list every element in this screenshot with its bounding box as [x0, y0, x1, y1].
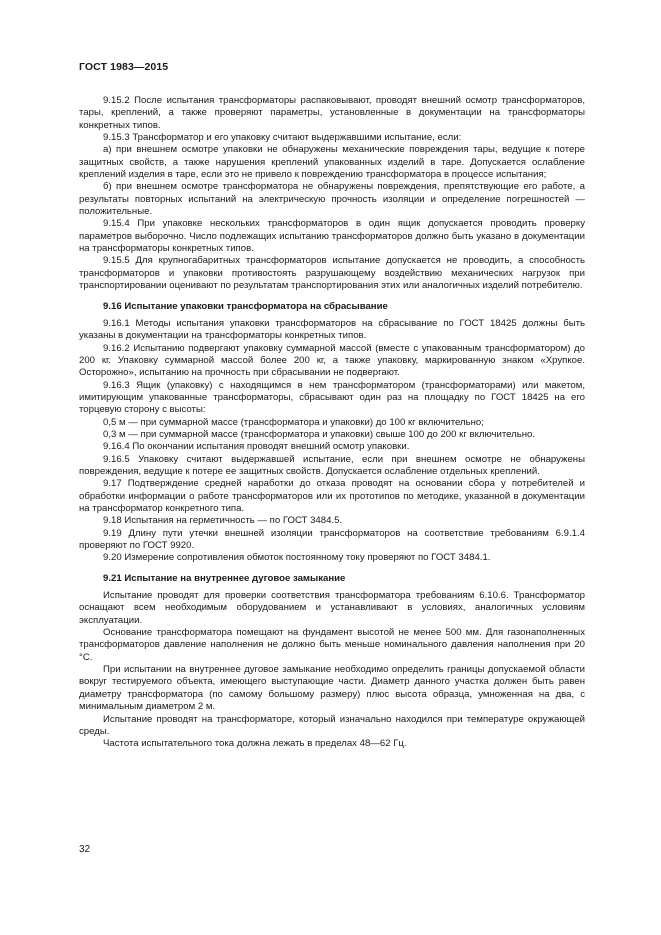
paragraph-9-17: 9.17 Подтверждение средней наработки до отказа проводят на основании сбора у потребителей и обработки информации о работе трансформаторов или их прототипов по методике, указанной в документации на трансформатор конкретного типа.: [79, 478, 585, 514]
list-item-height-0-5: 0,5 м — при суммарной массе (трансформатора и упаковки) до 100 кг включительно;: [103, 416, 484, 428]
paragraph-9-20: 9.20 Измерение сопротивления обмоток постоянному току проверяют по ГОСТ 3484.1.: [103, 552, 491, 564]
section-heading-9-21: 9.21 Испытание на внутреннее дуговое замыкание: [103, 572, 346, 584]
paragraph-9-21-c: При испытании на внутреннее дуговое замыкание необходимо определить границы допускаемой области вокруг тестируемого объекта, имеющего выступающие части. Диаметр данного участка должен быть равен диаметру трансформатора (по самому большому размеру) плюс высота образца, умноженная на два, с минимальным диаметром 2 м.: [79, 664, 585, 713]
paragraph-9-16-3: 9.16.3 Ящик (упаковку) с находящимся в нем трансформатором (трансформаторами) или макетом, имитирующим упакованные трансформаторы, сбрасывают один раз на площадку по ГОСТ 18425 на его торцевую сторону с высоты:: [79, 379, 585, 416]
paragraph-9-19: 9.19 Длину пути утечки внешней изоляции трансформаторов на соответствие требованиям 6.9.1.4 проверяют по ГОСТ 9920.: [79, 527, 585, 552]
paragraph-9-16-1: 9.16.1 Методы испытания упаковки трансформаторов на сбрасывание по ГОСТ 18425 должны быть указаны в документации на трансформаторы конкретных типов.: [79, 317, 585, 342]
document-header: ГОСТ 1983—2015: [79, 61, 169, 73]
paragraph-9-21-e: Частота испытательного тока должна лежать в пределах 48—62 Гц.: [103, 738, 407, 750]
paragraph-9-15-4: 9.15.4 При упаковке нескольких трансформаторов в один ящик допускается проводить проверку параметров выборочно. Число подлежащих испытанию трансформаторов должно быть указано в документации на трансформаторы конкретных типов.: [79, 218, 585, 255]
paragraph-9-16-4: 9.16.4 По окончании испытания проводят внешний осмотр упаковки.: [103, 441, 410, 453]
document-body: [79, 95, 585, 751]
paragraph-9-21-b: Основание трансформатора помещают на фундамент высотой не менее 500 мм. Для газонаполненных трансформаторов давление наполнения не должно быть меньше номинального давления наполнения при 20 °С.: [79, 627, 585, 663]
paragraph-9-15-2: 9.15.2 После испытания трансформаторы распаковывают, проводят внешний осмотр трансформаторов, тары, креплений, а также проверяют параметры, установленные в документации на трансформаторы конкретных типов.: [79, 95, 585, 131]
paragraph-9-15-3: 9.15.3 Трансформатор и его упаковку считают выдержавшими испытание, если:: [103, 132, 462, 144]
paragraph-9-16-2: 9.16.2 Испытанию подвергают упаковку суммарной массой (вместе с упакованным трансформатором) до 200 кг. Упаковку суммарной массой более 200 кг, а также упаковку, маркированную знаком «Хрупкое. Осторожно», испытанию на прочность при сбрасывании не подвергают.: [79, 342, 585, 379]
list-item-height-0-3: 0,3 м — при суммарной массе (трансформатора и упаковки) свыше 100 до 200 кг включительно.: [103, 428, 536, 440]
paragraph-9-15-3-a: а) при внешнем осмотре упаковки не обнаружены механические повреждения тары, ведущие к потере защитных свойств, а также нарушения креплений упакованных изделий в таре. Допускается ослабление креплений изделия в таре, если это не привело к повреждению трансформатора в процессе испытания;: [79, 144, 585, 181]
paragraph-9-15-3-b: б) при внешнем осмотре трансформатора не обнаружены повреждения, препятствующие его работе, а результаты повторных испытаний на электрическую прочность изоляции и определение погрешностей — положительные.: [79, 181, 585, 218]
paragraph-9-18: 9.18 Испытания на герметичность — по ГОСТ 3484.5.: [103, 515, 343, 527]
section-heading-9-16: 9.16 Испытание упаковки трансформатора на сбрасывание: [103, 300, 388, 312]
paragraph-9-21-a: Испытание проводят для проверки соответствия трансформатора требованиям 6.10.6. Трансформатор оснащают всем необходимым оборудованием и устанавливают в условиях, аналогичных условиям эксплуатации.: [79, 590, 585, 626]
paragraph-9-16-5: 9.16.5 Упаковку считают выдержавшей испытание, если при внешнем осмотре не обнаружены повреждения, ведущие к потере ее защитных свойств. Допускается ослабление отдельных креплений.: [79, 453, 585, 477]
page-number: 32: [79, 844, 91, 855]
paragraph-9-21-d: Испытание проводят на трансформаторе, который изначально находился при температуре окружающей среды.: [79, 713, 585, 737]
paragraph-9-15-5: 9.15.5 Для крупногабаритных трансформаторов испытание допускается не проводить, а способность трансформаторов и упаковки противостоять разрушающему воздействию механических нагрузок при транспортировании оценивают по результатам транспортирования этих или аналогичных изделий потребителю.: [79, 255, 585, 292]
